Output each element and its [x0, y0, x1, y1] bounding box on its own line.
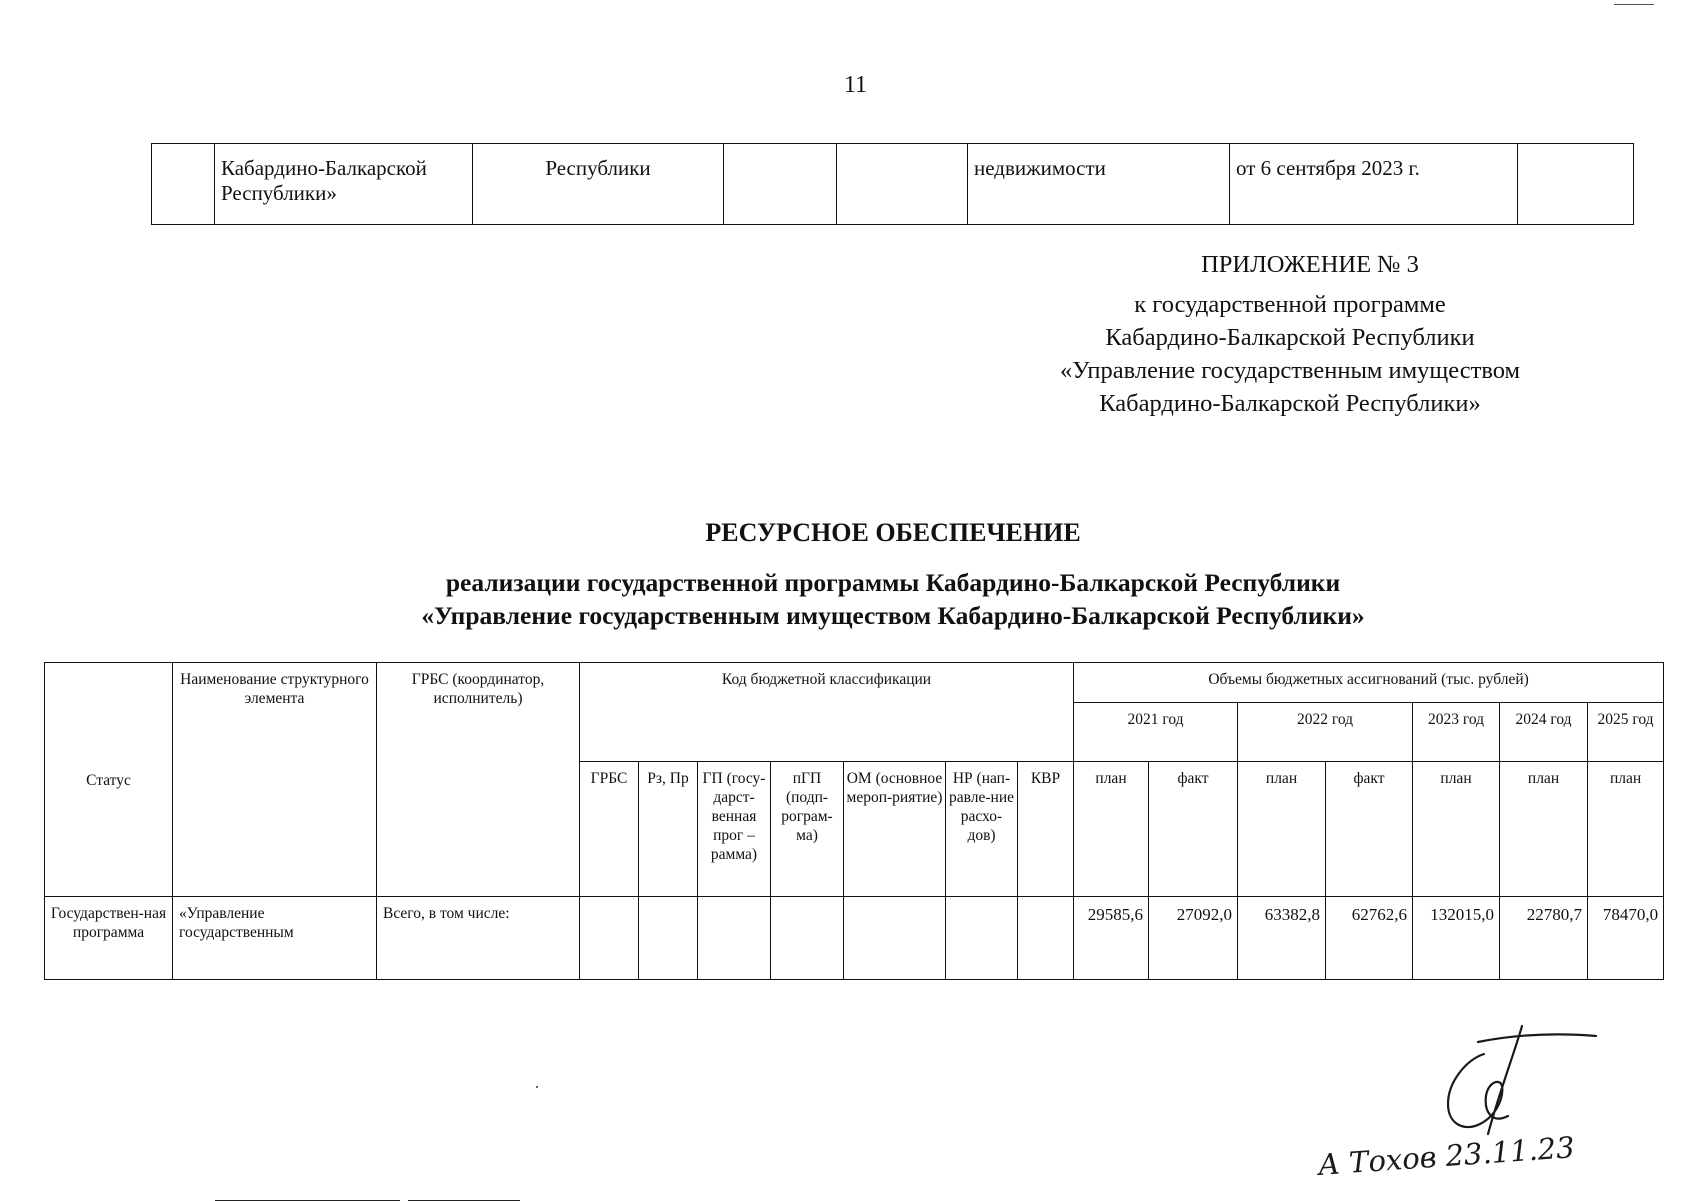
- cell-2022-fact: 62762,6: [1326, 897, 1413, 980]
- header-code-grbs: ГРБС: [580, 762, 639, 897]
- appendix-block: [990, 248, 1590, 420]
- header-code-rz-pr: Рз, Пр: [639, 762, 698, 897]
- header-code-gp: ГП (госу-дарст-венная прог – рамма): [698, 762, 771, 897]
- cell-code: [639, 897, 698, 980]
- table-row: [152, 144, 1634, 225]
- header-plan: план: [1413, 762, 1500, 897]
- table-cell: [837, 144, 968, 225]
- cell-2022-plan: 63382,8: [1238, 897, 1326, 980]
- cell-code: [946, 897, 1018, 980]
- header-year: 2025 год: [1588, 703, 1664, 762]
- header-name: Наименование структурного элемента: [173, 663, 377, 897]
- cell-code: [580, 897, 639, 980]
- signature-stroke: [1448, 1026, 1596, 1134]
- continuation-table: [151, 143, 1634, 225]
- cell-code: [771, 897, 844, 980]
- subtitle-line: реализации государственной программы Кабардино-Балкарской Республики: [445, 568, 1341, 597]
- header-year: 2024 год: [1500, 703, 1588, 762]
- table-row: [45, 897, 1664, 980]
- document-subtitle: [0, 566, 1697, 632]
- cell-2025-plan: 78470,0: [1588, 897, 1664, 980]
- header-code-om: ОМ (основное мероп-риятие): [844, 762, 946, 897]
- appendix-line: к государственной программе: [1134, 291, 1446, 318]
- scan-speck: [536, 1086, 538, 1088]
- header-plan: план: [1238, 762, 1326, 897]
- header-fact: факт: [1326, 762, 1413, 897]
- header-year: 2023 год: [1413, 703, 1500, 762]
- cell-2021-plan: 29585,6: [1074, 897, 1149, 980]
- cell-status: Государствен-ная программа: [45, 897, 173, 980]
- header-code-kvr: КВР: [1018, 762, 1074, 897]
- header-code-pgp: пГП (подп-рограм-ма): [771, 762, 844, 897]
- page-number: 11: [843, 72, 868, 98]
- cell-2021-fact: 27092,0: [1149, 897, 1238, 980]
- handwritten-note: А Тохов 23.11.23: [1316, 1130, 1576, 1182]
- table-cell: от 6 сентября 2023 г.: [1230, 144, 1518, 225]
- appendix-line: «Управление государственным имуществом: [1059, 357, 1521, 384]
- appendix-line: Кабардино-Балкарской Республики»: [1099, 390, 1481, 417]
- cell-2023-plan: 132015,0: [1413, 897, 1500, 980]
- table-cell: недвижимости: [968, 144, 1230, 225]
- header-code-nr: НР (нап-равле-ние расхо-дов): [946, 762, 1018, 897]
- header-plan: план: [1074, 762, 1149, 897]
- cell-name: «Управление государственным: [173, 897, 377, 980]
- subtitle-line: «Управление государственным имуществом Кабардино-Балкарской Республики»: [421, 601, 1365, 630]
- table-cell: [152, 144, 215, 225]
- header-plan: план: [1588, 762, 1664, 897]
- header-grbs-coordinator: ГРБС (координатор, исполнитель): [377, 663, 580, 897]
- cell-2024-plan: 22780,7: [1500, 897, 1588, 980]
- header-status: Статус: [45, 663, 173, 897]
- header-volumes: Объемы бюджетных ассигнований (тыс. рублей): [1074, 663, 1664, 703]
- cell-code: [1018, 897, 1074, 980]
- table-cell: [724, 144, 837, 225]
- table-header-row: [45, 663, 1664, 703]
- cell-grbs: Всего, в том числе:: [377, 897, 580, 980]
- cell-code: [844, 897, 946, 980]
- header-year: 2021 год: [1074, 703, 1238, 762]
- table-cell: Кабардино-Балкарской Республики»: [215, 144, 473, 225]
- resource-table: [44, 662, 1664, 980]
- table-cell: [1518, 144, 1634, 225]
- appendix-number: ПРИЛОЖЕНИЕ № 3: [1201, 251, 1419, 278]
- document-title: РЕСУРСНОЕ ОБЕСПЕЧЕНИЕ: [705, 518, 1081, 547]
- cell-code: [698, 897, 771, 980]
- corner-mark: [1614, 4, 1654, 5]
- appendix-line: Кабардино-Балкарской Республики: [1105, 324, 1475, 351]
- header-budget-code: Код бюджетной классификации: [580, 663, 1074, 762]
- table-cell: Республики: [473, 144, 724, 225]
- header-year: 2022 год: [1238, 703, 1413, 762]
- header-plan: план: [1500, 762, 1588, 897]
- header-fact: факт: [1149, 762, 1238, 897]
